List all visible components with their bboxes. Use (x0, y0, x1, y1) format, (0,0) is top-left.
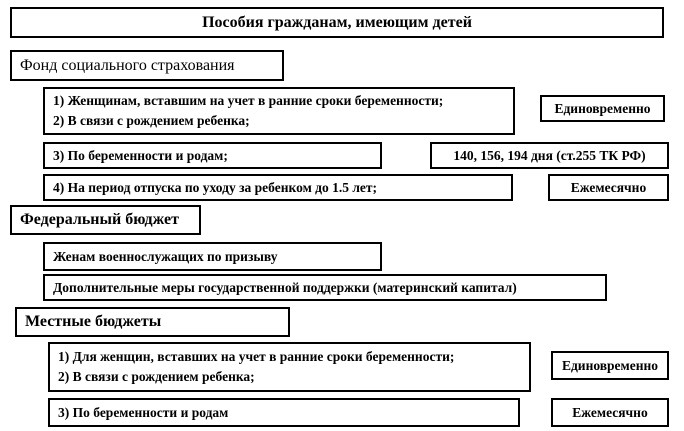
diagram-title: Пособия гражданам, имеющим детей (10, 7, 664, 38)
fss-lump-sum-items (43, 87, 515, 135)
federal-item-1: Женам военнослужащих по призыву (43, 242, 382, 271)
local-item-3-period: Ежемесячно (551, 398, 669, 427)
local-item-3: 3) По беременности и родам (48, 398, 520, 427)
fss-lump-sum-period: Единовременно (540, 95, 665, 122)
local-heading: Местные бюджеты (15, 307, 290, 337)
fss-item-2: 2) В связи с рождением ребенка; (53, 113, 250, 128)
fss-item-3: 3) По беременности и родам; (43, 142, 382, 169)
fss-heading: Фонд социального страхования (10, 50, 284, 81)
fss-item-1: 1) Женщинам, вставшим на учет в ранние сроки беременности; (53, 93, 444, 108)
federal-item-2: Дополнительные меры государственной поддержки (материнский капитал) (43, 274, 607, 301)
local-lump-sum-period: Единовременно (551, 351, 669, 380)
local-item-1: 1) Для женщин, вставших на учет в ранние сроки беременности; (58, 349, 455, 364)
fss-item-3-period: 140, 156, 194 дня (ст.255 ТК РФ) (430, 142, 669, 169)
federal-heading: Федеральный бюджет (10, 205, 201, 235)
fss-item-4-period: Ежемесячно (548, 174, 669, 201)
local-lump-sum-items (48, 342, 531, 392)
fss-item-4: 4) На период отпуска по уходу за ребенком до 1.5 лет; (43, 174, 513, 201)
local-item-2: 2) В связи с рождением ребенка; (58, 369, 255, 384)
